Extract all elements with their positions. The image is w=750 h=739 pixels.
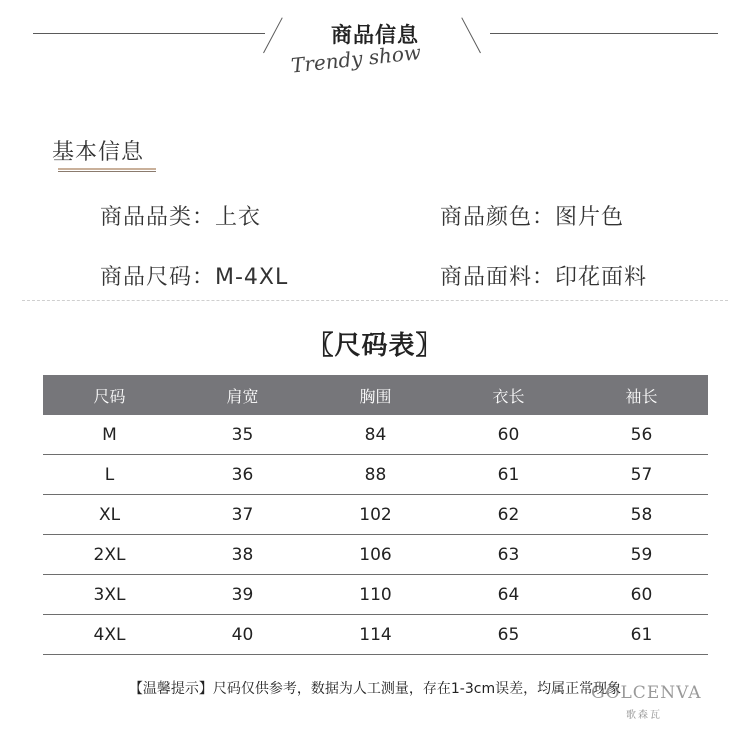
watermark-brand: GOLCENVA xyxy=(591,683,702,703)
section-divider xyxy=(22,300,728,301)
cell-size: 2XL xyxy=(43,535,176,575)
cell-sleeve: 60 xyxy=(575,575,708,615)
header-script-text xyxy=(283,35,483,80)
cell-chest: 110 xyxy=(309,575,442,615)
cell-shoulder: 38 xyxy=(176,535,309,575)
header-cell-shoulder: 肩宽 xyxy=(176,375,309,415)
cell-sleeve: 61 xyxy=(575,615,708,655)
cell-length: 61 xyxy=(442,455,575,495)
header-cell-sleeve: 袖长 xyxy=(575,375,708,415)
info-color-label: 商品颜色： xyxy=(440,205,556,230)
cell-shoulder: 40 xyxy=(176,615,309,655)
header-script-label: Trendy show xyxy=(289,40,423,78)
size-table xyxy=(43,375,708,655)
cell-size: XL xyxy=(43,495,176,535)
cell-length: 62 xyxy=(442,495,575,535)
header-cell-size: 尺码 xyxy=(43,375,176,415)
table-row xyxy=(43,495,708,535)
header-cell-chest: 胸围 xyxy=(309,375,442,415)
info-fabric-label: 商品面料： xyxy=(440,265,556,290)
table-row xyxy=(43,455,708,495)
info-category xyxy=(100,200,261,231)
cell-length: 63 xyxy=(442,535,575,575)
size-table-header-row xyxy=(43,375,708,415)
info-color-value: 图片色 xyxy=(555,205,625,230)
table-row xyxy=(43,535,708,575)
info-color xyxy=(440,200,624,231)
cell-sleeve: 58 xyxy=(575,495,708,535)
cell-size: M xyxy=(43,415,176,455)
info-size-value: M-4XL xyxy=(215,265,289,290)
cell-chest: 114 xyxy=(309,615,442,655)
table-row xyxy=(43,575,708,615)
table-row xyxy=(43,415,708,455)
cell-shoulder: 36 xyxy=(176,455,309,495)
cell-chest: 106 xyxy=(309,535,442,575)
cell-shoulder: 35 xyxy=(176,415,309,455)
basic-info-underline-dark xyxy=(58,171,156,172)
cell-shoulder: 39 xyxy=(176,575,309,615)
info-size xyxy=(100,260,288,291)
cell-chest: 102 xyxy=(309,495,442,535)
info-category-label: 商品品类： xyxy=(100,205,216,230)
cell-length: 65 xyxy=(442,615,575,655)
header-title: 商品信息 xyxy=(331,23,419,47)
watermark-chinese: 歌森瓦 xyxy=(626,710,662,721)
info-fabric xyxy=(440,260,647,291)
cell-size: 4XL xyxy=(43,615,176,655)
cell-sleeve: 56 xyxy=(575,415,708,455)
cell-chest: 84 xyxy=(309,415,442,455)
basic-info-underline xyxy=(58,168,156,170)
cell-length: 64 xyxy=(442,575,575,615)
cell-size: 3XL xyxy=(43,575,176,615)
cell-size: L xyxy=(43,455,176,495)
basic-info-title: 基本信息 xyxy=(52,140,145,165)
header-cell-length: 衣长 xyxy=(442,375,575,415)
measurement-tip: 【温馨提示】尺码仅供参考，数据为人工测量，存在1-3cm误差，均属正常现象 xyxy=(128,681,622,697)
info-size-label: 商品尺码： xyxy=(100,265,216,290)
size-table-title: 〖尺码表〗 xyxy=(307,331,443,361)
cell-shoulder: 37 xyxy=(176,495,309,535)
info-category-value: 上衣 xyxy=(215,205,262,230)
cell-length: 60 xyxy=(442,415,575,455)
info-fabric-value: 印花面料 xyxy=(555,265,648,290)
cell-sleeve: 59 xyxy=(575,535,708,575)
table-row xyxy=(43,615,708,655)
cell-sleeve: 57 xyxy=(575,455,708,495)
cell-chest: 88 xyxy=(309,455,442,495)
